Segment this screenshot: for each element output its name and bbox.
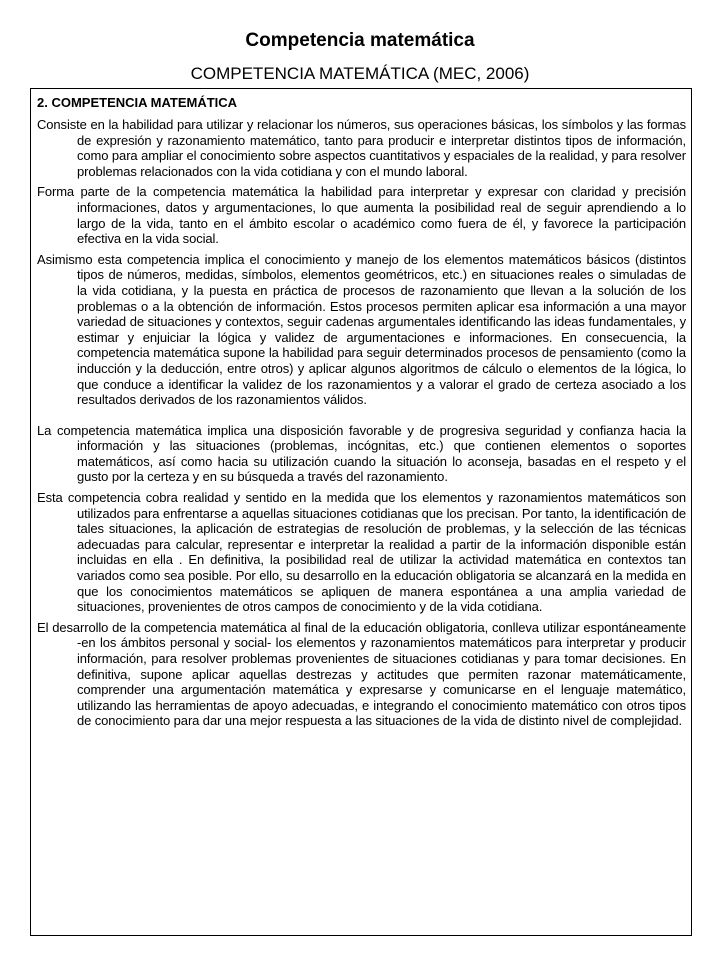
page-title: Competencia matemática [245, 30, 475, 51]
paragraph-disposition: La competencia matemática implica una disposición favorable y de progresiva seguridad y confianza hacia la información y las situaciones (problemas, incógnitas, etc.) que contienen elementos o soportes matemáticos, así como hacia su utilización cuando la situación lo aconseja, basadas en el respeto y el gusto por la certeza y en su búsqueda a través del razonamiento. [37, 422, 686, 485]
paragraph-interpretation: Forma parte de la competencia matemática la habilidad para interpretar y expresar con claridad y precisión informaciones, datos y argumentaciones, lo que aumenta la posibilidad real de seguir aprendiendo a lo largo de la vida, tanto en el ámbito escolar o académico como fuera de él, y favorece la participación efectiva en la vida social. [37, 184, 686, 247]
text-box [30, 88, 692, 936]
paragraph-definition: Consiste en la habilidad para utilizar y relacionar los números, sus operaciones básicas, los símbolos y las formas de expresión y razonamiento matemático, tanto para producir e interpretar distintos tipos de información, como para ampliar el conocimiento sobre aspectos cuantitativos y espaciales de la realidad, y para resolver problemas relacionados con la vida cotidiana y con el mundo laboral. [37, 117, 686, 179]
paragraph-development: El desarrollo de la competencia matemática al final de la educación obligatoria, conlleva utilizar espontáneamente -en los ámbitos personal y social- los elementos y razonamientos matemáticos para interpretar y producir información, para resolver problemas provenientes de situaciones cotidianas y para tomar decisiones. En definitiva, supone aplicar aquellas destrezas y actitudes que permiten razonar matemáticamente, comprender una argumentación matemática y expresarse y comunicarse en el lenguaje matemático, utilizando las herramientas de apoyo adecuadas, e integrando el conocimiento matemático con otros tipos de conocimiento para dar una mejor respuesta a las situaciones de la vida de distinto nivel de complejidad. [37, 619, 686, 729]
section-heading: 2. COMPETENCIA MATEMÁTICA [37, 95, 238, 110]
page-subtitle: COMPETENCIA MATEMÁTICA (MEC, 2006) [190, 64, 530, 83]
paragraph-application: Esta competencia cobra realidad y sentido en la medida que los elementos y razonamientos matemáticos son utilizados para enfrentarse a aquellas situaciones cotidianas que los precisan. Por tanto, la identificación de tales situaciones, la aplicación de estrategias de resolución de problemas, y la selección de las técnicas adecuadas para calcular, representar e interpretar la realidad a partir de la información disponible están incluidas en ella . En definitiva, la posibilidad real de utilizar la actividad matemática en contextos tan variados como sea posible. Por ello, su desarrollo en la educación obligatoria se alcanzará en la medida en que los conocimientos matemáticos se apliquen de manera espontánea a una amplia variedad de situaciones, provenientes de otros campos de conocimiento y de la vida cotidiana. [37, 490, 686, 615]
paragraph-elements: Asimismo esta competencia implica el conocimiento y manejo de los elementos matemáticos básicos (distintos tipos de números, medidas, símbolos, elementos geométricos, etc.) en situaciones reales o simuladas de la vida cotidiana, y la puesta en práctica de procesos de razonamiento que llevan a la solución de los problemas o a la obtención de información. Estos procesos permiten aplicar esa información a una mayor variedad de situaciones y contextos, seguir cadenas argumentales identificando las ideas fundamentales, y estimar y enjuiciar la lógica y validez de argumentaciones e informaciones. En consecuencia, la competencia matemática supone la habilidad para seguir determinados procesos de pensamiento (como la inducción y la deducción, entre otros) y aplicar algunos algoritmos de cálculo o elementos de la lógica, lo que conduce a identificar la validez de los razonamientos y a valorar el grado de certeza asociado a los resultados derivados de los razonamientos válidos. [37, 251, 686, 408]
